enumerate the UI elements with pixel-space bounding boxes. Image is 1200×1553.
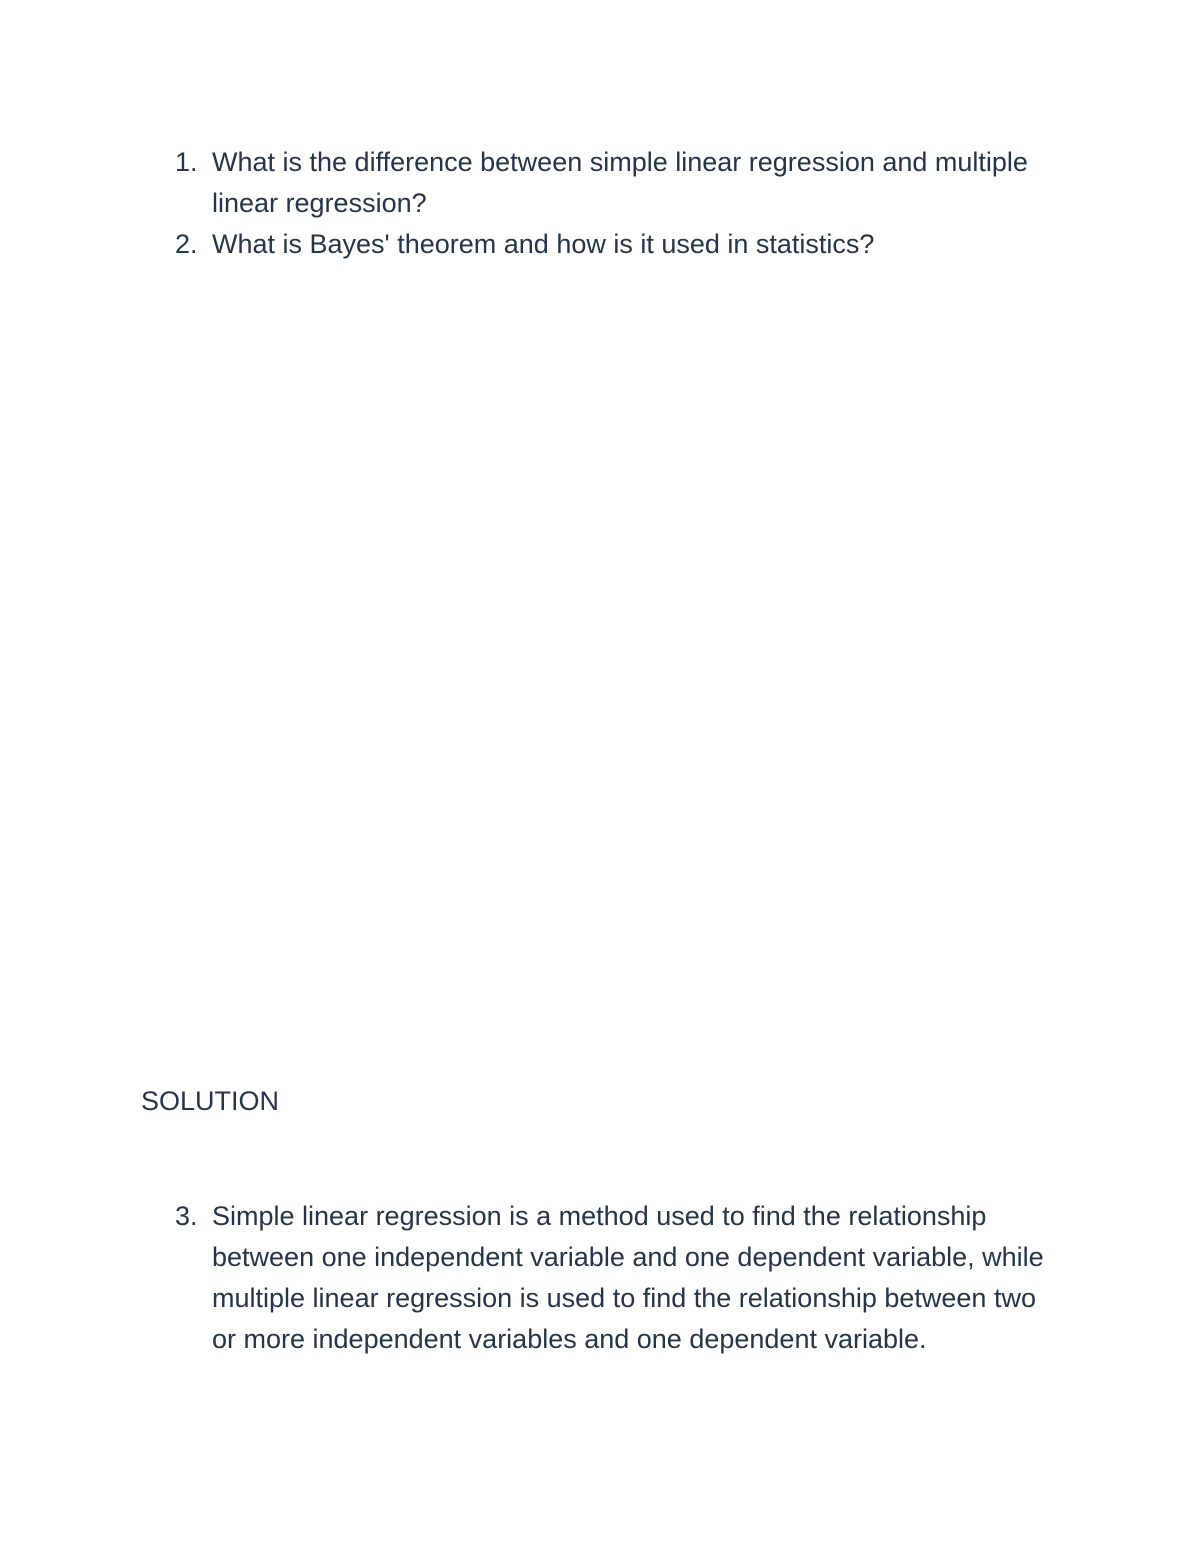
solution-heading: SOLUTION	[141, 1086, 280, 1116]
question-text: What is Bayes' theorem and how is it used in statistics?	[212, 229, 875, 259]
question-item	[0, 224, 1200, 265]
question-number: 2.	[175, 229, 198, 259]
answer-item	[0, 1196, 1200, 1360]
answer-number: 3.	[175, 1201, 198, 1231]
question-list	[0, 142, 1200, 265]
question-item	[0, 142, 1200, 224]
question-text: What is the difference between simple linear regression and multiple linear regression?	[212, 147, 1028, 218]
answer-text: Simple linear regression is a method used to find the relationship between one independent variable and one dependent variable, while multiple linear regression is used to find the relationship between two or more independent variables and one dependent variable.	[212, 1201, 1044, 1354]
question-number: 1.	[175, 147, 198, 177]
answer-list	[0, 1196, 1200, 1360]
